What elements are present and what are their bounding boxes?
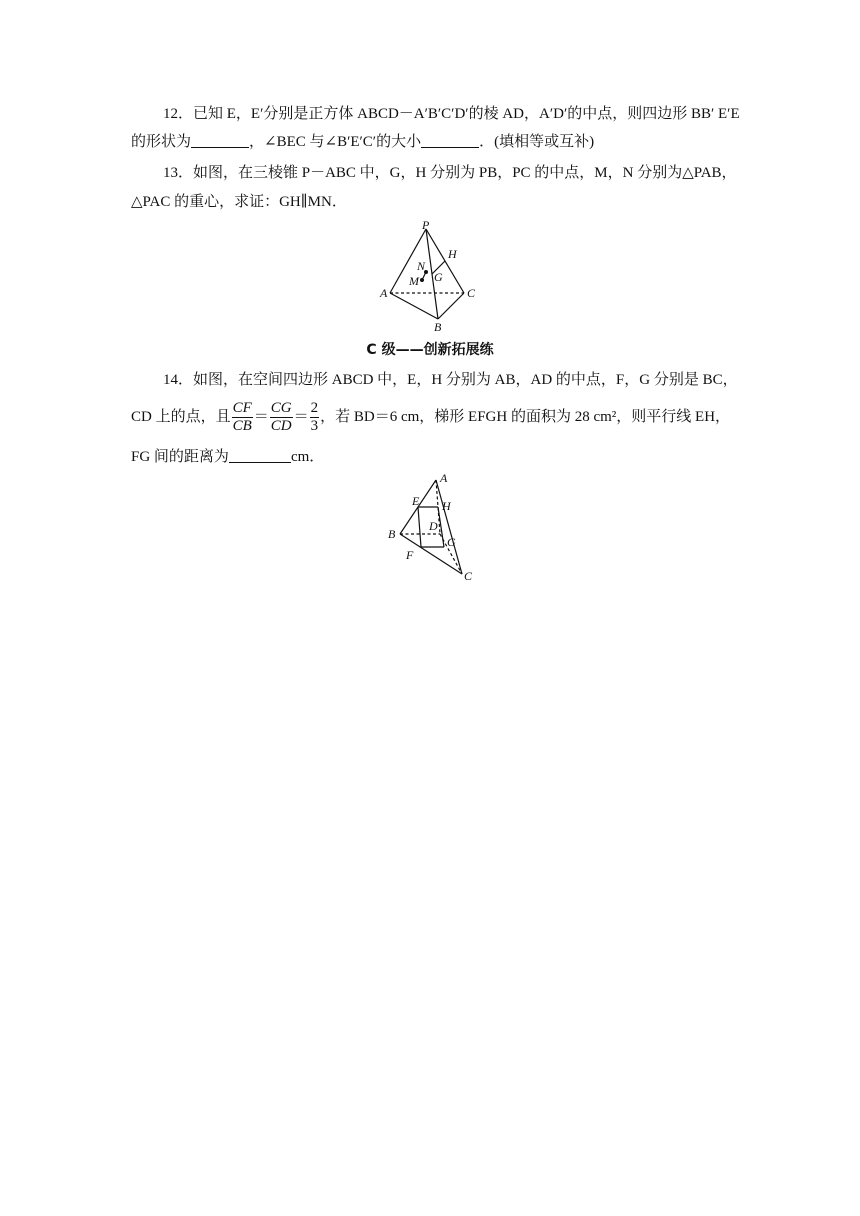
edge-bc — [438, 293, 464, 319]
problem-14-text-pre: CD 上的点，且 — [131, 409, 231, 425]
point-m — [420, 278, 424, 282]
label-c: C — [464, 569, 473, 583]
label-m: M — [409, 274, 419, 288]
problem-14-text-3-post: cm． — [290, 449, 325, 465]
segment-hg — [438, 507, 444, 547]
equals-sign: ＝ — [253, 409, 269, 425]
label-n: N — [417, 259, 426, 273]
answer-blank-shape[interactable] — [191, 132, 249, 148]
answer-blank-angle[interactable] — [421, 132, 479, 148]
problem-12-text-b: ，∠BEC 与∠B′E′C′的大小 — [249, 134, 422, 150]
label-c: C — [467, 286, 476, 300]
label-b: B — [434, 320, 442, 334]
label-g: G — [434, 270, 443, 284]
answer-blank-distance[interactable] — [229, 447, 291, 463]
label-g: G — [447, 535, 456, 549]
label-h: H — [448, 247, 457, 261]
edge-ab — [390, 293, 438, 319]
problem-12-text-a: 的形状为 — [131, 134, 192, 150]
equals-sign: ＝ — [293, 409, 309, 425]
label-f: F — [406, 548, 414, 562]
problem-14-text-post: ，若 BD＝6 cm，梯形 EFGH 的面积为 28 cm²，则平行线 EH， — [320, 409, 731, 425]
problem-12-line-1: 12．已知 E，E′分别是正方体 ABCD－A′B′C′D′的棱 AD，A′D′的中点，则四边形 BB′ E′E — [163, 106, 740, 122]
problem-13-line-1: 13．如图，在三棱锥 P－ABC 中，G，H 分别为 PB，PC 的中点，M，N 分别为△PAB， — [163, 165, 737, 181]
label-a: A — [380, 286, 388, 300]
label-p: P — [422, 219, 430, 232]
problem-14-line-2 — [131, 398, 730, 436]
fraction-cf-cb: $\frac{CF}{CB}$ — [232, 400, 252, 435]
fraction-cg-cd: $\frac{CG}{CD}$ — [270, 400, 292, 435]
problem-14-text-3-pre: FG 间的距离为 — [131, 449, 229, 465]
problem-14-line-3 — [131, 446, 324, 468]
problem-13-line-2: △PAC 的重心，求证：GH∥MN． — [131, 194, 347, 210]
segment-ef — [418, 507, 421, 547]
fraction-two-thirds: $\frac{2}{3}$ — [310, 400, 319, 435]
section-heading: C 级——创新拓展练 — [366, 342, 494, 358]
label-d: D — [429, 519, 438, 533]
pyramid-figure — [376, 219, 486, 334]
label-h: H — [442, 499, 451, 513]
quadrilateral-figure — [384, 470, 484, 585]
label-a: A — [440, 471, 448, 485]
label-e: E — [412, 494, 420, 508]
label-b: B — [388, 527, 396, 541]
problem-12-line-2 — [131, 131, 594, 153]
problem-12-text-c: ．(填相等或互补) — [479, 134, 595, 150]
problem-14-line-1: 14．如图，在空间四边形 ABCD 中，E，H 分别为 AB，AD 的中点，F，G 分别是 BC， — [163, 372, 738, 388]
